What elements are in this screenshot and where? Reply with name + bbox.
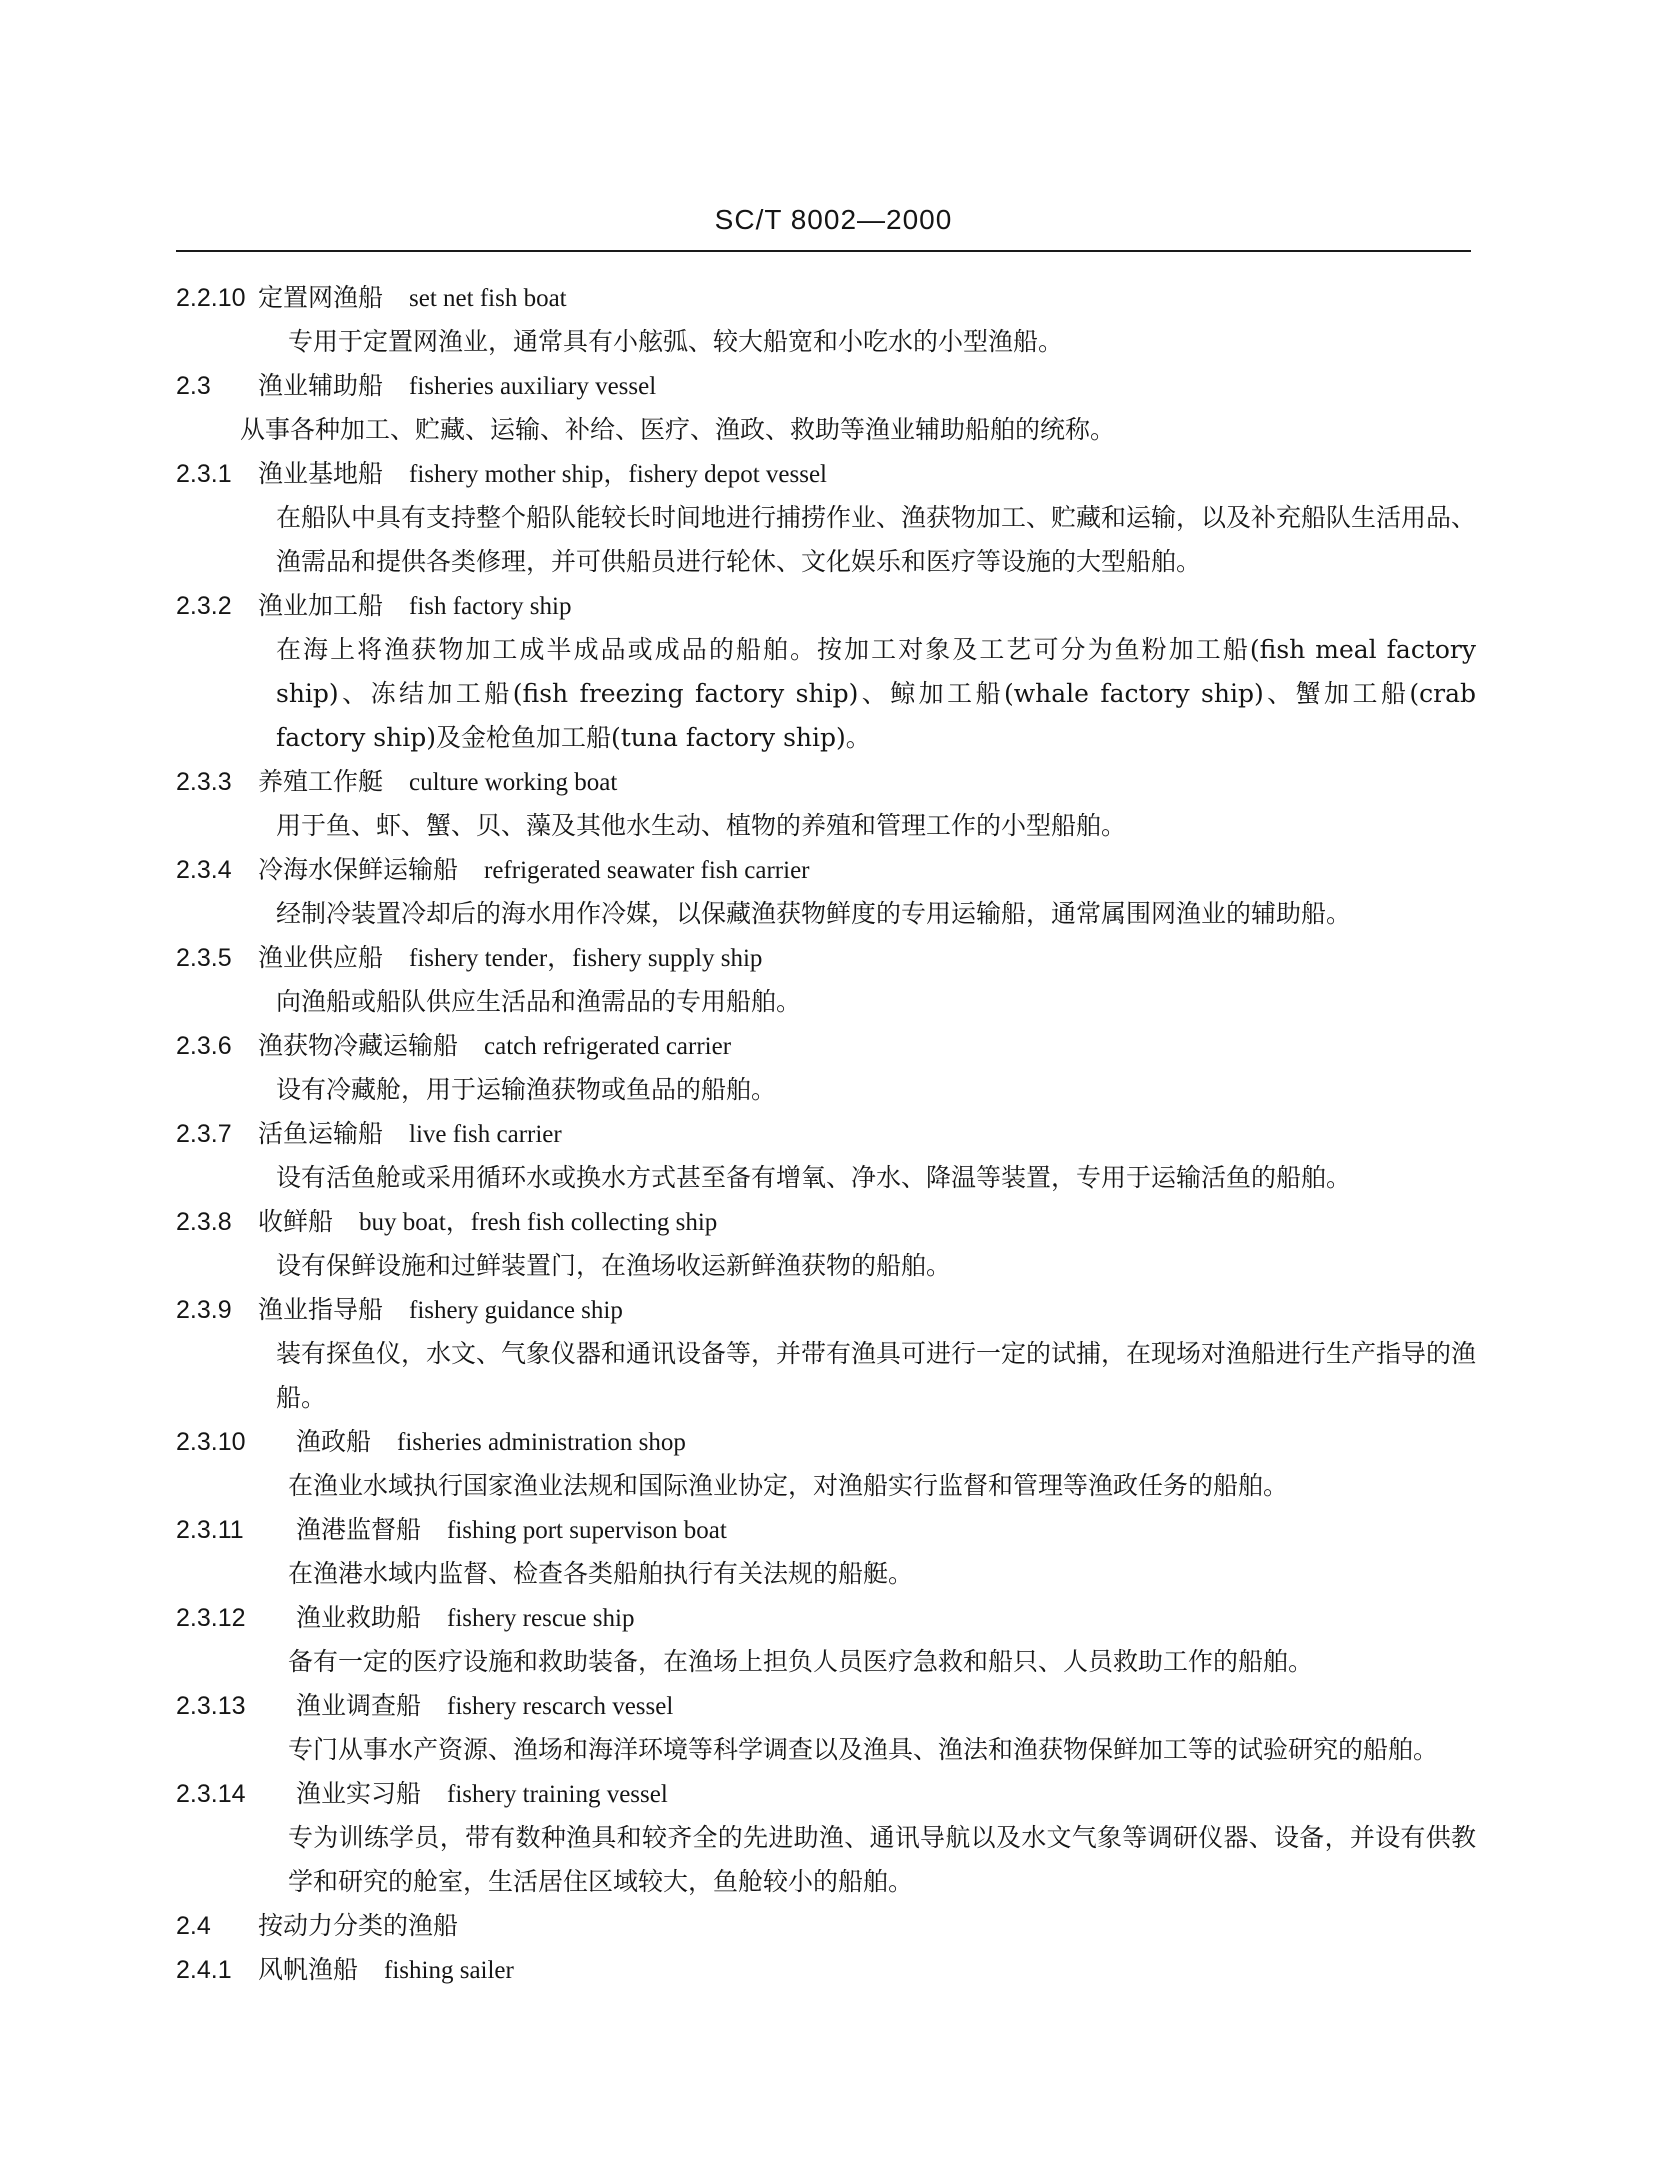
term-number: 2.3.7 xyxy=(176,1120,232,1148)
term-definition: 设有冷藏舱，用于运输渔获物或鱼品的船舶。 xyxy=(276,1075,777,1104)
term-chinese: 渔业指导船 xyxy=(258,1295,384,1324)
term-chinese: 收鲜船 xyxy=(258,1207,334,1236)
term-entry xyxy=(176,1904,1476,1948)
header-rule xyxy=(176,250,1471,252)
term-entry xyxy=(176,760,1476,848)
term-entry xyxy=(176,1948,1476,1992)
term-definition: 在海上将渔获物加工成半成品或成品的船舶。按加工对象及工艺可分为鱼粉加工船(fish meal factory ship)、冻结加工船(fish freezing factory ship)、鲸加工船(whale factory ship)、蟹加工船(crab factory ship)及金枪鱼加工船(tuna factory ship)。 xyxy=(276,635,1476,752)
term-number: 2.3.13 xyxy=(176,1692,246,1720)
term-english: fisheries auxiliary vessel xyxy=(409,373,657,400)
term-entry xyxy=(176,1288,1476,1420)
term-english: fishery guidance ship xyxy=(409,1297,623,1324)
term-entry xyxy=(176,364,1476,452)
term-chinese: 渔业基地船 xyxy=(258,459,384,488)
term-number: 2.3.6 xyxy=(176,1032,232,1060)
term-number: 2.3.9 xyxy=(176,1296,232,1324)
term-number: 2.3.10 xyxy=(176,1428,246,1456)
term-english: fishery training vessel xyxy=(447,1781,668,1808)
term-number: 2.3.11 xyxy=(176,1516,244,1544)
term-chinese: 定置网渔船 xyxy=(258,283,384,312)
term-definition: 经制冷装置冷却后的海水用作冷媒，以保藏渔获物鲜度的专用运输船，通常属围网渔业的辅助船。 xyxy=(276,899,1352,928)
document-body xyxy=(176,276,1476,1992)
term-definition: 专门从事水产资源、渔场和海洋环境等科学调查以及渔具、渔法和渔获物保鲜加工等的试验研究的船舶。 xyxy=(288,1735,1439,1764)
term-definition: 向渔船或船队供应生活品和渔需品的专用船舶。 xyxy=(276,987,802,1016)
term-number: 2.3.8 xyxy=(176,1208,232,1236)
standard-code-header: SC/T 8002—2000 xyxy=(714,204,953,235)
term-number: 2.3.3 xyxy=(176,768,232,796)
term-definition: 装有探鱼仪，水文、气象仪器和通讯设备等，并带有渔具可进行一定的试捕，在现场对渔船进行生产指导的渔船。 xyxy=(276,1339,1477,1412)
term-chinese: 渔业救助船 xyxy=(296,1603,422,1632)
term-english: set net fish boat xyxy=(409,285,567,312)
term-definition: 在渔港水域内监督、检查各类船舶执行有关法规的船艇。 xyxy=(288,1559,914,1588)
term-entry xyxy=(176,1772,1476,1904)
term-english: buy boat，fresh fish collecting ship xyxy=(359,1209,718,1236)
term-english: fishery rescue ship xyxy=(447,1605,635,1632)
term-entry xyxy=(176,276,1476,364)
term-definition: 专用于定置网渔业，通常具有小舷弧、较大船宽和小吃水的小型渔船。 xyxy=(288,327,1064,356)
term-chinese: 按动力分类的渔船 xyxy=(258,1911,459,1940)
term-entry xyxy=(176,1200,1476,1288)
term-number: 2.3.2 xyxy=(176,592,232,620)
term-number: 2.3.14 xyxy=(176,1780,246,1808)
term-definition: 用于鱼、虾、蟹、贝、藻及其他水生动、植物的养殖和管理工作的小型船舶。 xyxy=(276,811,1127,840)
term-definition: 备有一定的医疗设施和救助装备，在渔场上担负人员医疗急救和船只、人员救助工作的船舶。 xyxy=(288,1647,1314,1676)
term-entry xyxy=(176,848,1476,936)
term-entry xyxy=(176,452,1476,584)
term-number: 2.3.1 xyxy=(176,460,232,488)
term-entry xyxy=(176,1420,1476,1508)
term-definition: 在船队中具有支持整个船队能较长时间地进行捕捞作业、渔获物加工、贮藏和运输，以及补充船队生活用品、渔需品和提供各类修理，并可供船员进行轮休、文化娱乐和医疗等设施的大型船舶。 xyxy=(276,503,1477,576)
term-number: 2.4 xyxy=(176,1912,211,1940)
term-chinese: 渔港监督船 xyxy=(296,1515,422,1544)
term-definition: 在渔业水域执行国家渔业法规和国际渔业协定，对渔船实行监督和管理等渔政任务的船舶。 xyxy=(288,1471,1289,1500)
term-english: refrigerated seawater fish carrier xyxy=(484,857,810,884)
term-entry xyxy=(176,584,1476,760)
term-english: fishery tender，fishery supply ship xyxy=(409,945,763,972)
term-definition: 设有活鱼舱或采用循环水或换水方式甚至备有增氧、净水、降温等装置，专用于运输活鱼的船舶。 xyxy=(276,1163,1352,1192)
term-english: fishery rescarch vessel xyxy=(447,1693,674,1720)
term-chinese: 渔业辅助船 xyxy=(258,371,384,400)
term-definition: 从事各种加工、贮藏、运输、补给、医疗、渔政、救助等渔业辅助船舶的统称。 xyxy=(240,415,1116,444)
term-entry xyxy=(176,1112,1476,1200)
term-english: fishery mother ship，fishery depot vessel xyxy=(409,461,827,488)
term-definition: 专为训练学员，带有数种渔具和较齐全的先进助渔、通讯导航以及水文气象等调研仪器、设备，并设有供教学和研究的舱室，生活居住区域较大，鱼舱较小的船舶。 xyxy=(288,1823,1476,1896)
term-english: fishing sailer xyxy=(384,1957,514,1984)
term-entry xyxy=(176,1684,1476,1772)
term-definition: 设有保鲜设施和过鲜装置门，在渔场收运新鲜渔获物的船舶。 xyxy=(276,1251,952,1280)
term-chinese: 活鱼运输船 xyxy=(258,1119,384,1148)
term-english: fisheries administration shop xyxy=(397,1429,686,1456)
term-number: 2.4.1 xyxy=(176,1956,232,1984)
term-english: live fish carrier xyxy=(409,1121,562,1148)
term-number: 2.2.10 xyxy=(176,284,246,312)
term-entry xyxy=(176,1596,1476,1684)
term-entry xyxy=(176,1024,1476,1112)
term-chinese: 渔业供应船 xyxy=(258,943,384,972)
term-chinese: 渔业调查船 xyxy=(296,1691,422,1720)
term-chinese: 渔获物冷藏运输船 xyxy=(258,1031,459,1060)
term-chinese: 渔政船 xyxy=(296,1427,372,1456)
term-chinese: 渔业实习船 xyxy=(296,1779,422,1808)
term-number: 2.3.4 xyxy=(176,856,232,884)
term-number: 2.3.5 xyxy=(176,944,232,972)
term-number: 2.3.12 xyxy=(176,1604,246,1632)
term-number: 2.3 xyxy=(176,372,211,400)
term-english: fishing port supervison boat xyxy=(447,1517,727,1544)
term-english: catch refrigerated carrier xyxy=(484,1033,732,1060)
term-chinese: 养殖工作艇 xyxy=(258,767,384,796)
term-chinese: 风帆渔船 xyxy=(258,1955,359,1984)
term-chinese: 冷海水保鲜运输船 xyxy=(258,855,459,884)
term-english: fish factory ship xyxy=(409,593,572,620)
term-entry xyxy=(176,936,1476,1024)
term-english: culture working boat xyxy=(409,769,618,796)
term-chinese: 渔业加工船 xyxy=(258,591,384,620)
term-entry xyxy=(176,1508,1476,1596)
